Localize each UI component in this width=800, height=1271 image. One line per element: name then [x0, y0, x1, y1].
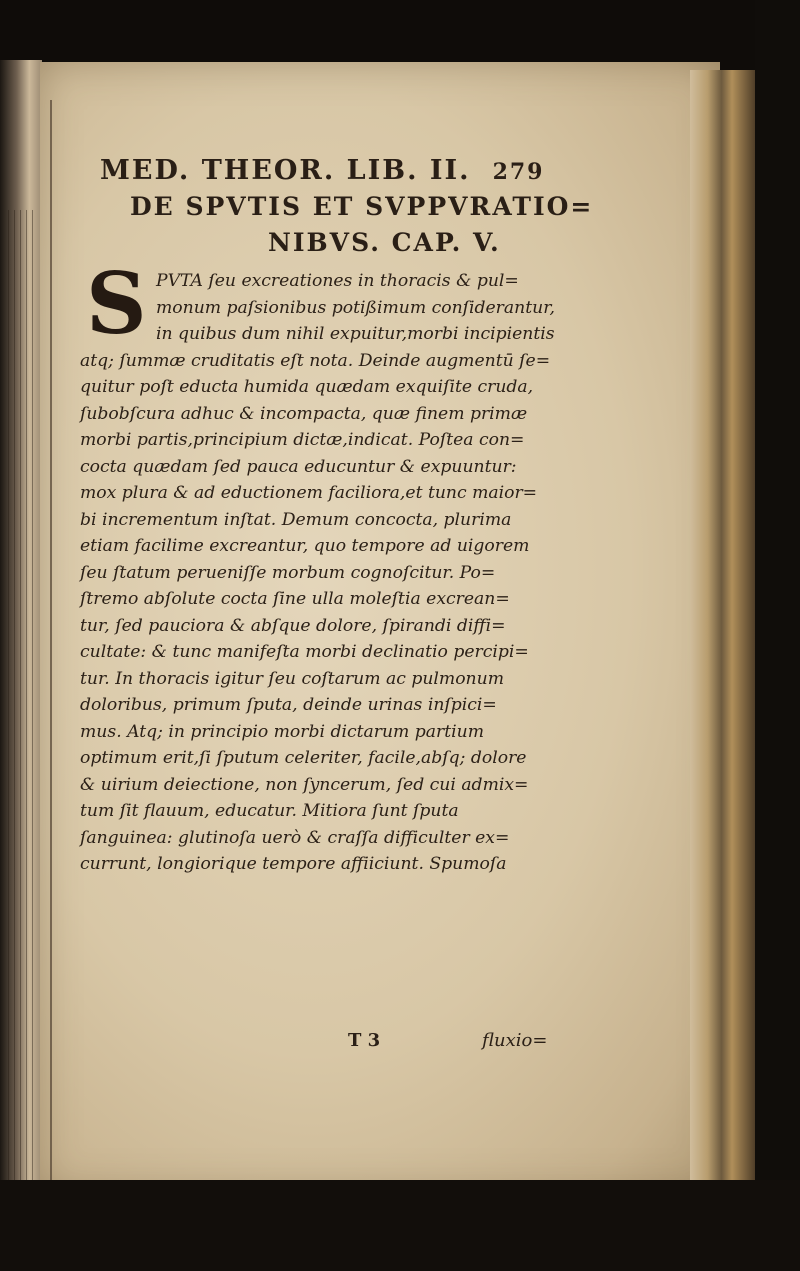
text-line: PVTA ſeu excreationes in thoracis & pul= — [156, 271, 519, 291]
text-line: monum paſsionibus potißimum conſiderantur, — [156, 297, 555, 318]
text-line: tur, ſed pauciora & abſque dolore, ſpirandi diffi= — [80, 615, 506, 636]
text-line: cocta quædam ſed pauca educuntur & expuuntur: — [80, 456, 517, 477]
background-top — [0, 0, 800, 70]
text-line: in quibus dum nihil expuitur,morbi incipientis — [156, 324, 555, 344]
text-line: ſtremo abſolute cocta ſine ulla moleſtia excrean= — [80, 589, 510, 609]
text-line: bi incrementum inſtat. Demum concocta, plurima — [80, 509, 512, 530]
text-line: tur. In thoracis igitur ſeu coſtarum ac pulmonum — [80, 668, 504, 689]
chapter-heading-line-1: DE SPVTIS ET SVPPVRATIO= — [130, 192, 594, 221]
body-text — [80, 268, 716, 878]
text-line: quitur poſt educta humida quædam exquiſite cruda, — [80, 377, 534, 397]
text-line: morbi partis,principium dictæ,indicat. Poſtea con= — [80, 430, 525, 450]
signature-mark: T 3 — [348, 1030, 381, 1051]
catchword: fluxio= — [482, 1030, 548, 1051]
text-line: etiam facilime excreantur, quo tempore ad uigorem — [80, 536, 530, 556]
text-line: mox plura & ad eductionem faciliora,et tunc maior= — [80, 483, 538, 503]
page-number: 279 — [492, 159, 545, 185]
background-right — [755, 0, 800, 1271]
text-line: & uirium deiectione, non ſyncerum, ſed cui admix= — [80, 774, 529, 795]
facing-page-edge — [0, 60, 42, 1200]
running-head-title: MED. THEOR. LIB. II. — [100, 155, 471, 186]
text-line: optimum erit,ſi ſputum celeriter, facile,abſq; dolore — [80, 748, 527, 768]
chapter-heading-line-2: NIBVS. CAP. V. — [268, 228, 501, 257]
text-line: atq; ſummæ cruditatis eſt nota. Deinde augmentū ſe= — [80, 350, 551, 371]
text-line: ſeu ſtatum perueniſſe morbum cognoſcitur. Po= — [80, 562, 496, 583]
text-line: doloribus, primum ſputa, deinde urinas inſpici= — [80, 695, 497, 715]
text-line: tum ſit flauum, educatur. Mitiora ſunt ſputa — [80, 801, 459, 821]
text-line: currunt, longiorique tempore affiiciunt. Spumoſa — [80, 854, 507, 874]
text-line: cultate: & tunc manifeſta morbi declinatio percipi= — [80, 642, 529, 662]
text-line: ſubobſcura adhuc & incompacta, quæ finem primæ — [80, 403, 528, 424]
running-head — [100, 155, 545, 186]
text-line: ſanguinea: glutinoſa uerò & craſſa difficulter ex= — [80, 827, 510, 848]
drop-capital: S — [86, 254, 147, 353]
gutter-line — [50, 100, 52, 1190]
page-edges — [8, 210, 38, 1240]
text-line: mus. Atq; in principio morbi dictarum partium — [80, 721, 485, 742]
background-bottom — [0, 1180, 800, 1271]
